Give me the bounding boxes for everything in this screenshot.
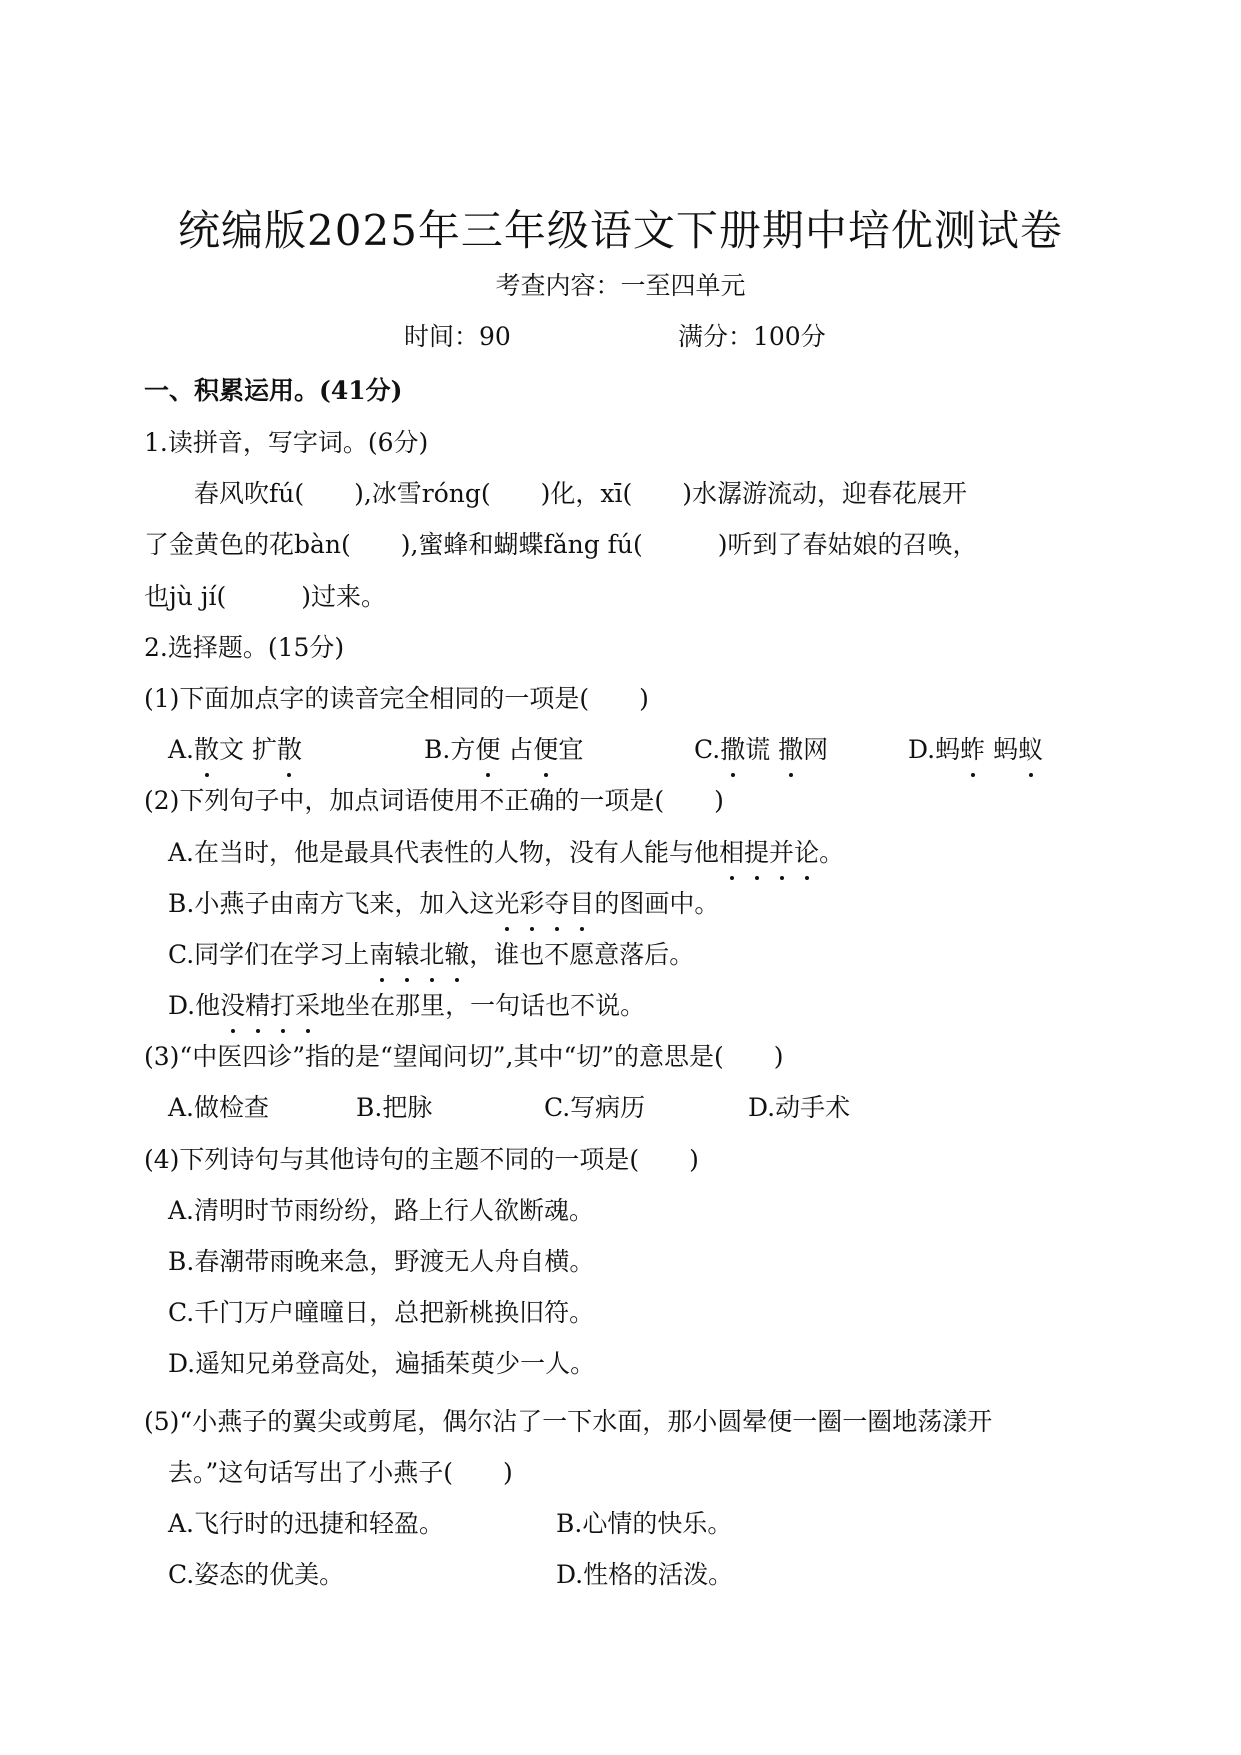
dotted-char: 便 [475, 733, 500, 767]
subquestion-1-option-d: D.蚂蚱 蚂蚁 [908, 733, 1043, 767]
dotted-char: 散 [277, 733, 302, 767]
dotted-char: 打 [270, 989, 295, 1023]
dotted-char: 采 [295, 989, 320, 1023]
dotted-char: 撒 [778, 733, 803, 767]
dotted-char: 夺 [544, 887, 569, 921]
dotted-char: 北 [419, 938, 444, 972]
dotted-phrase [719, 838, 819, 867]
dotted-char: 提 [744, 836, 769, 870]
subquestion-5-option-d: D.性格的活泼。 [556, 1560, 734, 1589]
dotted-char: 蚁 [1018, 733, 1043, 767]
dotted-char: 彩 [519, 887, 544, 921]
dotted-char: 撒 [720, 733, 745, 767]
subquestion-3-stem: (3)“中医四诊”指的是“望闻问切”,其中“切”的意思是( ) [144, 1042, 784, 1071]
dotted-char: 论 [794, 836, 819, 870]
subquestion-4-option-b: B.春潮带雨晚来急，野渡无人舟自横。 [168, 1247, 595, 1276]
dotted-phrase [220, 991, 320, 1020]
question-1-line-3: 也jù jí( )过来。 [144, 582, 387, 611]
subquestion-5-option-b: B.心情的快乐。 [556, 1509, 733, 1538]
dotted-char: 散 [194, 733, 219, 767]
subquestion-2-option-d: D.他没精打采地坐在那里，一句话也不说。 [168, 989, 645, 1023]
exam-time: 时间：90 [404, 322, 511, 351]
dotted-char: 光 [494, 887, 519, 921]
question-1-line-1: 春风吹fú( ),冰雪róng( )化，xī( )水潺游流动，迎春花展开 [194, 479, 968, 508]
subquestion-3-option-d: D.动手术 [748, 1093, 851, 1122]
subquestion-2-stem: (2)下列句子中，加点词语使用不正确的一项是( ) [144, 786, 724, 815]
subquestion-2-option-a: A.在当时，他是最具代表性的人物，没有人能与他相提并论。 [168, 836, 844, 870]
dotted-char: 精 [245, 989, 270, 1023]
subquestion-1-stem: (1)下面加点字的读音完全相同的一项是( ) [144, 684, 649, 713]
subquestion-2-option-c: C.同学们在学习上南辕北辙，谁也不愿意落后。 [168, 938, 694, 972]
dotted-char: 辙 [444, 938, 469, 972]
exam-title: 统编版2025年三年级语文下册期中培优测试卷 [178, 206, 1063, 255]
dotted-char: 目 [569, 887, 594, 921]
subquestion-4-option-c: C.千门万户曈曈日，总把新桃换旧符。 [168, 1298, 595, 1327]
subquestion-2-option-b: B.小燕子由南方飞来，加入这光彩夺目的图画中。 [168, 887, 719, 921]
subquestion-4-option-d: D.遥知兄弟登高处，遍插茱萸少一人。 [168, 1349, 596, 1378]
subquestion-1-option-a: A.散文 扩散 [168, 733, 302, 767]
dotted-char: 并 [769, 836, 794, 870]
subquestion-1-option-c: C.撒谎 撒网 [694, 733, 828, 767]
dotted-char: 蚱 [960, 733, 985, 767]
subquestion-3-option-a: A.做检查 [168, 1093, 270, 1122]
subquestion-3-option-c: C.写病历 [544, 1093, 646, 1122]
subquestion-5-stem-line-2: 去。”这句话写出了小燕子( ) [168, 1458, 513, 1487]
dotted-char: 没 [220, 989, 245, 1023]
question-2-stem: 2.选择题。(15分) [144, 633, 345, 662]
subquestion-3-option-b: B.把脉 [356, 1093, 433, 1122]
dotted-char: 便 [533, 733, 558, 767]
dotted-char: 辕 [394, 938, 419, 972]
dotted-phrase [494, 889, 594, 918]
subquestion-4-option-a: A.清明时节雨纷纷，路上行人欲断魂。 [168, 1196, 595, 1225]
subquestion-5-stem-line-1: (5)“小燕子的翼尖或剪尾，偶尔沾了一下水面，那小圆晕便一圈一圈地荡漾开 [144, 1407, 993, 1436]
subquestion-5-option-c: C.姿态的优美。 [168, 1560, 345, 1589]
subquestion-5-option-a: A.飞行时的迅捷和轻盈。 [168, 1509, 445, 1538]
exam-scope: 考查内容：一至四单元 [495, 271, 746, 300]
section-heading: 一、积累运用。(41分) [144, 376, 403, 405]
question-1-line-2: 了金黄色的花bàn( ),蜜蜂和蝴蝶fǎng fú( )听到了春姑娘的召唤， [144, 530, 978, 559]
exam-full-score: 满分：100分 [678, 322, 826, 351]
dotted-char: 南 [369, 938, 394, 972]
subquestion-4-stem: (4)下列诗句与其他诗句的主题不同的一项是( ) [144, 1145, 699, 1174]
dotted-char: 相 [719, 836, 744, 870]
subquestion-1-option-b: B.方便 占便宜 [424, 733, 583, 767]
question-1-stem: 1.读拼音，写字词。(6分) [144, 428, 429, 457]
dotted-phrase [369, 940, 469, 969]
